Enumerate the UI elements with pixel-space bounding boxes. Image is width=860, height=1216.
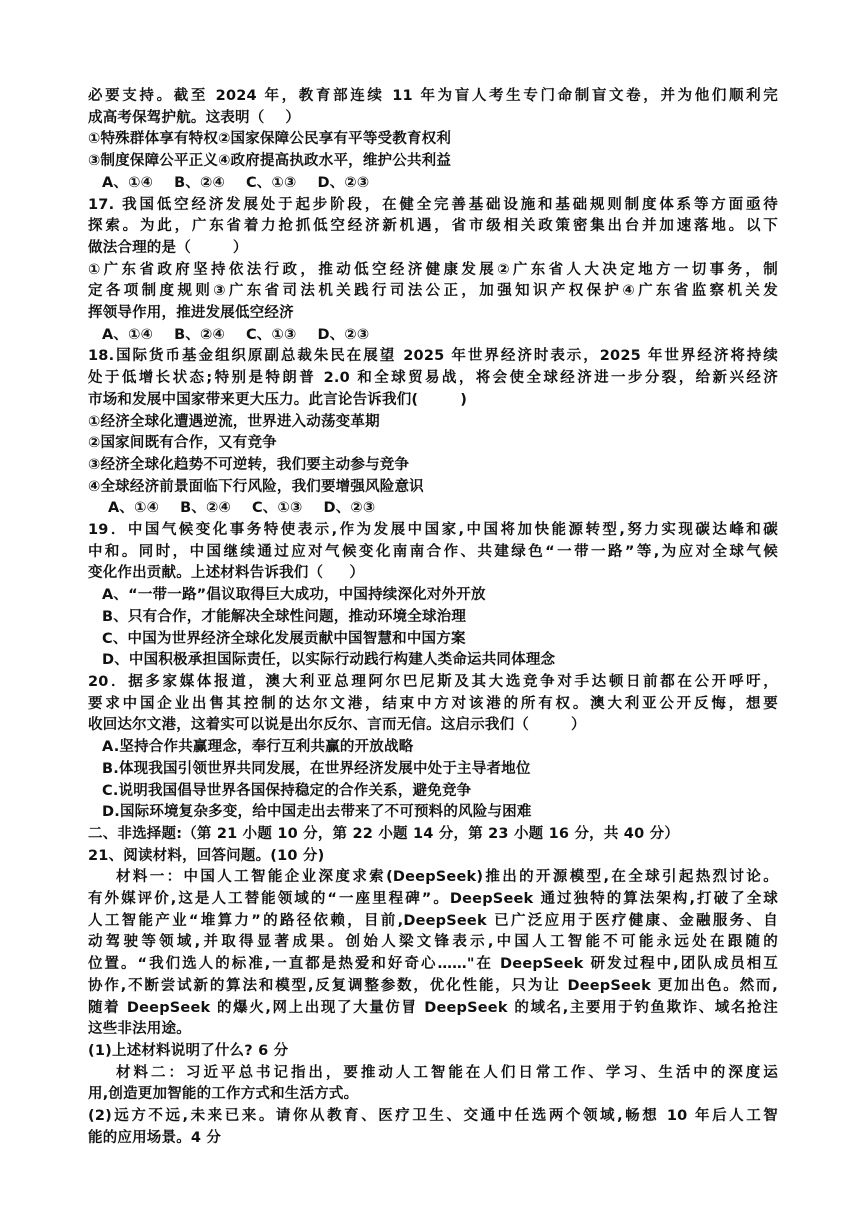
q19-option-d: D、中国积极承担国际责任，以实际行动践行构建人类命运共同体理念 <box>102 652 556 669</box>
q20-line2: 要求中国企业出售其控制的达尔文港，结束中方对该港的所有权。澳大利亚公开反悔，想要 <box>88 695 778 712</box>
q20-option-c: C.说明我国倡导世界各国保持稳定的合作关系，避免竞争 <box>102 782 472 799</box>
q18-option-4: ④全球经济前景面临下行风险，我们要增强风险意识 <box>88 478 424 495</box>
q16-option-1: ①特殊群体享有特权②国家保障公民享有平等受教育权利 <box>88 131 452 148</box>
q18-option-1: ①经济全球化遭遇逆流，世界进入动荡变革期 <box>88 413 380 430</box>
section-heading-nonchoice: 二、非选择题:（第 21 小题 10 分，第 22 小题 14 分，第 23 小题 16 分，共 40 分） <box>88 825 680 842</box>
q21-material2-line1: 材料二：习近平总书记指出，要推动人工智能在人们日常工作、学习、生活中的深度运 <box>116 1064 778 1081</box>
q17-line2: 探索。为此，广东省着力抢抓低空经济新机遇，省市级相关政策密集出台并加速落地。以下 <box>88 218 778 235</box>
q16-line1: 必要支持。截至 2024 年，教育部连续 11 年为盲人考生专门命制盲文卷，并为他们顺利完 <box>88 88 778 104</box>
exam-page <box>88 86 778 1149</box>
q17-option-1: ①广东省政府坚持依法行政，推动低空经济健康发展②广东省人大决定地方一切事务，制 <box>88 261 778 278</box>
q21-material1-line2: 有外媒评价,这是人工替能领域的“一座里程碑”。DeepSeek 通过独特的算法架构,打破了全球 <box>88 891 778 908</box>
q21-subquestion-2-line2: 能的应用场景。4 分 <box>88 1129 222 1146</box>
q18-option-2: ②国家间既有合作，又有竞争 <box>88 435 277 452</box>
q17-option-3: 挥领导作用，推进发展低空经济 <box>88 305 294 322</box>
q20-line1: 20．据多家媒体报道，澳大利亚总理阿尔巴尼斯及其大选竞争对手达顿日前都在公开呼吁， <box>88 673 778 690</box>
q20-line3: 收回达尔文港，这着实可以说是出尔反尔、言而无信。这启示我们（ ） <box>88 717 586 734</box>
q16-option-2: ③制度保障公平正义④政府提高执政水平，维护公共利益 <box>88 153 452 170</box>
q18-choices: A、①④ B、②④ C、①③ D、②③ <box>108 500 376 517</box>
q20-option-a: A.坚持合作共赢理念，奉行互利共赢的开放战略 <box>102 739 414 756</box>
q16-line2: 成高考保驾护航。这表明（ ） <box>88 109 301 126</box>
q19-line1: 19．中国气候变化事务特使表示,作为发展中国家,中国将加快能源转型,努力实现碳达峰和碳 <box>88 522 778 539</box>
q17-choices: A、①④ B、②④ C、①③ D、②③ <box>102 326 370 343</box>
q21-material1-line7: 随着 DeepSeek 的爆火,网上出现了大量仿冒 DeepSeek 的域名,主要用于钓鱼欺诈、域名抢注 <box>88 999 778 1016</box>
q18-line2: 处于低增长状态;特别是特朗普 2.0 和全球贸易战，将会使全球经济进一步分裂，给新兴经济 <box>88 370 778 387</box>
q21-material2-line2: 用,创造更加智能的工作方式和生活方式。 <box>88 1086 359 1103</box>
q17-line1: 17. 我国低空经济发展处于起步阶段，在健全完善基础设施和基础规则制度体系等方面亟待 <box>88 196 778 213</box>
q17-line3: 做法合理的是（ ） <box>88 239 248 256</box>
q21-subquestion-2-line1: (2)远方不远,未来已来。请你从教育、医疗卫生、交通中任选两个领域,畅想 10 年后人工智 <box>88 1108 778 1125</box>
q16-choices: A、①④ B、②④ C、①③ D、②③ <box>102 174 370 191</box>
q18-line3: 市场和发展中国家带来更大压力。此言论告诉我们( ) <box>88 391 468 408</box>
q21-material1-line3: 人工智能产业“堆算力”的路径依赖，目前,DeepSeek 已广泛应用于医疗健康、金融服务、自 <box>88 912 778 929</box>
q21-subquestion-1: (1)上述材料说明了什么? 6 分 <box>88 1042 289 1059</box>
q20-option-d: D.国际环境复杂多变，给中国走出去带来了不可预料的风险与困难 <box>102 804 532 821</box>
q19-line2: 中和。同时，中国继续通过应对气候变化南南合作、共建绿色“一带一路”等,为应对全球气候 <box>88 543 778 560</box>
q21-material1-line1: 材料一：中国人工智能企业深度求索(DeepSeek)推出的开源模型,在全球引起热烈讨论。 <box>116 869 778 886</box>
q21-material1-line8: 这些非法用途。 <box>88 1021 191 1038</box>
q18-option-3: ③经济全球化趋势不可逆转，我们要主动参与竞争 <box>88 456 410 473</box>
q21-material1-line6: 协作,不断尝试新的算法和模型,反复调整参数，优化性能，只为让 DeepSeek 更加出色。然而, <box>88 977 778 994</box>
q19-option-a: A、“一带一路”倡议取得巨大成功，中国持续深化对外开放 <box>102 587 486 604</box>
q20-option-b: B.体现我国引领世界共同发展，在世界经济发展中处于主导者地位 <box>102 760 531 777</box>
q19-line3: 变化作出贡献。上述材料告诉我们（ ） <box>88 565 365 582</box>
q19-option-b: B、只有合作，才能解决全球性问题，推动环境全球治理 <box>102 608 467 625</box>
q21-title: 21、阅读材料，回答问题。(10 分) <box>88 847 325 864</box>
q17-option-2: 定各项制度规则③广东省司法机关践行司法公正，加强知识产权保护④广东省监察机关发 <box>88 283 778 300</box>
q18-line1: 18.国际货币基金组织原副总裁朱民在展望 2025 年世界经济时表示，2025 年世界经济将持续 <box>88 348 778 365</box>
q21-material1-line4: 动驾驶等领域,并取得显著成果。创始人梁文锋表示,中国人工智能不可能永远处在跟随的 <box>88 934 778 951</box>
q21-material1-line5: 位置。“我们选人的标准,一直都是热爱和好奇心……"在 DeepSeek 研发过程中,团队成员相互 <box>88 956 778 973</box>
q19-option-c: C、中国为世界经济全球化发展贡献中国智慧和中国方案 <box>102 630 466 647</box>
